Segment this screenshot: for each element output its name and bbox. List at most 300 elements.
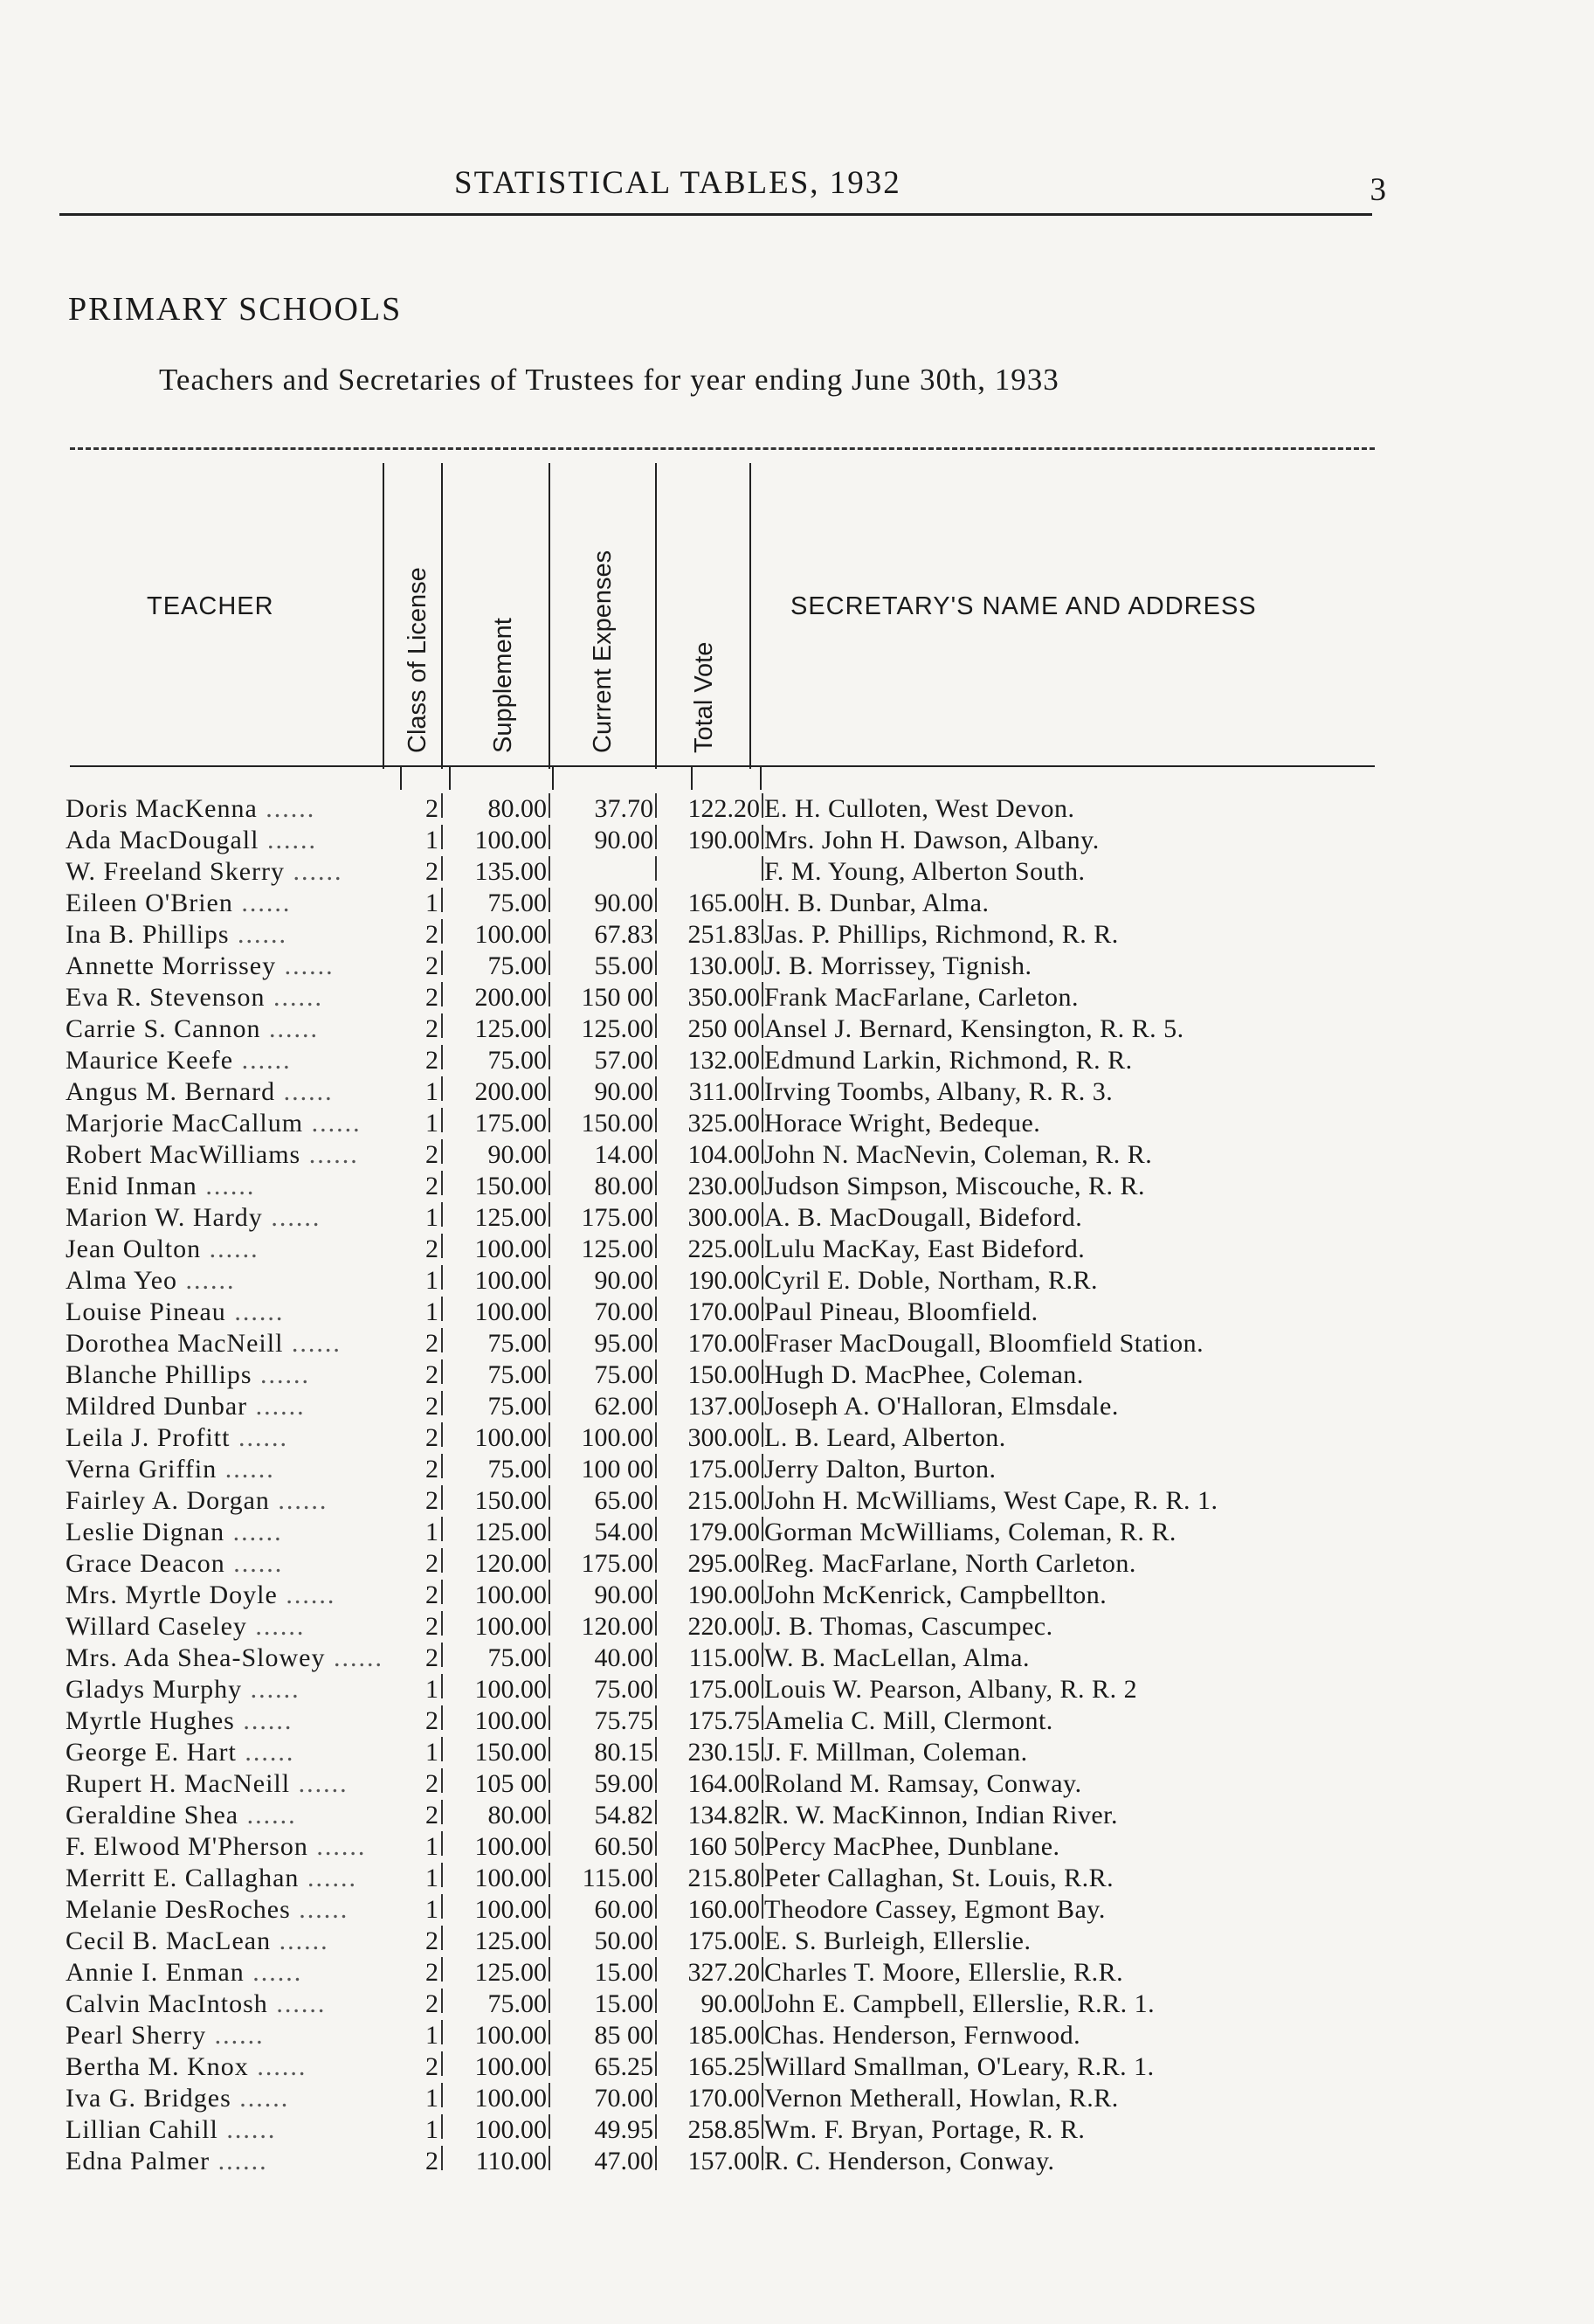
- cell-divider: [762, 1013, 763, 1038]
- leader-dots: ......: [276, 951, 335, 980]
- leader-dots: ......: [262, 1203, 321, 1232]
- current-expenses-cell: 47.00: [594, 2147, 653, 2175]
- supplement-cell: 150.00: [474, 1738, 547, 1767]
- secretary-cell: Jas. P. Phillips, Richmond, R. R.: [764, 920, 1119, 949]
- secretary-cell: J. B. Thomas, Cascumpec.: [764, 1612, 1053, 1641]
- teacher-cell: [66, 1643, 383, 1674]
- secretary-cell: Vernon Metherall, Howlan, R.R.: [764, 2084, 1119, 2113]
- secretary-cell: Wm. F. Bryan, Portage, R. R.: [764, 2115, 1086, 2144]
- table-row: [0, 951, 1594, 982]
- current-expenses-cell: 125.00: [581, 1235, 653, 1263]
- cell-divider: [762, 1139, 763, 1164]
- class-of-license-cell: 1: [425, 1518, 438, 1546]
- table-row: [0, 1171, 1594, 1202]
- teacher-cell: [66, 1957, 380, 1989]
- current-expenses-cell: 120.00: [581, 1612, 653, 1641]
- column-tick: [400, 765, 402, 790]
- class-of-license-cell: 2: [425, 857, 438, 886]
- teacher-cell: [66, 1108, 380, 1139]
- current-expenses-cell: 55.00: [594, 951, 653, 980]
- secretary-cell: Reg. MacFarlane, North Carleton.: [764, 1549, 1136, 1578]
- leader-dots: ......: [290, 1769, 348, 1798]
- table-row: [0, 2146, 1594, 2177]
- table-row: [0, 1611, 1594, 1643]
- supplement-cell: 125.00: [474, 1518, 547, 1546]
- leader-dots: ......: [233, 1046, 292, 1075]
- total-vote-cell: 190.00: [687, 826, 760, 854]
- table-row: [0, 1580, 1594, 1611]
- secretary-cell: W. B. MacLellan, Alma.: [764, 1643, 1030, 1672]
- current-expenses-cell: 75.00: [594, 1675, 653, 1704]
- total-vote-cell: 90.00: [700, 1989, 760, 2018]
- teacher-cell: [66, 1863, 380, 1894]
- current-expenses-cell: 80.15: [594, 1738, 653, 1767]
- cell-divider: [655, 856, 657, 881]
- total-vote-cell: 185.00: [687, 2021, 760, 2050]
- teacher-name: Willard Caseley: [66, 1612, 247, 1641]
- leader-dots: ......: [247, 1392, 306, 1421]
- class-of-license-cell: 2: [425, 1706, 438, 1735]
- total-vote-cell: 165.25: [687, 2052, 760, 2081]
- teacher-cell: [66, 1831, 380, 1863]
- class-of-license-cell: 2: [425, 1989, 438, 2018]
- current-expenses-cell: 175.00: [581, 1203, 653, 1232]
- page-number: 3: [1370, 172, 1386, 208]
- cell-divider: [549, 856, 550, 881]
- total-vote-cell: 160 50: [687, 1832, 760, 1861]
- total-vote-cell: 179.00: [687, 1518, 760, 1546]
- supplement-cell: 100.00: [474, 1266, 547, 1295]
- total-vote-cell: 220.00: [687, 1612, 760, 1641]
- current-expenses-cell: 90.00: [594, 1580, 653, 1609]
- supplement-cell: 100.00: [474, 1895, 547, 1924]
- teacher-name: Annie I. Enman: [66, 1958, 245, 1987]
- leader-dots: ......: [271, 1926, 329, 1955]
- teacher-name: Lillian Cahill: [66, 2115, 218, 2144]
- teacher-cell: [66, 1485, 380, 1517]
- column-divider: [749, 463, 751, 769]
- supplement-cell: 105 00: [474, 1769, 547, 1798]
- current-expenses-cell: 90.00: [594, 1266, 653, 1295]
- class-of-license-cell: 1: [425, 1203, 438, 1232]
- cell-divider: [762, 1454, 763, 1478]
- supplement-cell: 150.00: [474, 1486, 547, 1515]
- table-row: [0, 1265, 1594, 1297]
- teacher-name: Robert MacWilliams: [66, 1140, 301, 1169]
- class-of-license-cell: 2: [425, 920, 438, 949]
- column-divider: [441, 463, 443, 769]
- teacher-cell: [66, 825, 380, 856]
- cell-divider: [762, 1768, 763, 1793]
- class-of-license-cell: 1: [425, 1864, 438, 1892]
- table-subtitle: Teachers and Secretaries of Trustees for year ending June 30th, 1933: [159, 363, 1059, 397]
- total-vote-cell: 175.00: [687, 1926, 760, 1955]
- supplement-cell: 125.00: [474, 1203, 547, 1232]
- teacher-name: Rupert H. MacNeill: [66, 1769, 291, 1798]
- class-of-license-cell: 1: [425, 1266, 438, 1295]
- class-of-license-cell: 2: [425, 1235, 438, 1263]
- secretary-cell: John N. MacNevin, Coleman, R. R.: [764, 1140, 1153, 1169]
- table-row: [0, 1768, 1594, 1800]
- teacher-cell: [66, 1422, 380, 1454]
- current-expenses-cell: 54.00: [594, 1518, 653, 1546]
- secretary-cell: Ansel J. Bernard, Kensington, R. R. 5.: [764, 1014, 1184, 1043]
- cell-divider: [762, 919, 763, 944]
- supplement-cell: 100.00: [474, 920, 547, 949]
- total-vote-cell: 295.00: [687, 1549, 760, 1578]
- current-expenses-cell: 65.25: [594, 2052, 653, 2081]
- class-of-license-cell: 2: [425, 1580, 438, 1609]
- column-tick: [691, 765, 693, 790]
- class-of-license-cell: 1: [425, 826, 438, 854]
- class-of-license-cell: 2: [425, 1423, 438, 1452]
- supplement-cell: 75.00: [487, 1643, 547, 1672]
- current-expenses-cell: 115.00: [582, 1864, 653, 1892]
- cell-divider: [762, 1234, 763, 1258]
- table-row: [0, 1234, 1594, 1265]
- class-of-license-cell: 2: [425, 1612, 438, 1641]
- supplement-cell: 100.00: [474, 1864, 547, 1892]
- secretary-cell: Irving Toombs, Albany, R. R. 3.: [764, 1077, 1114, 1106]
- teacher-cell: [66, 2114, 380, 2146]
- leader-dots: ......: [225, 1297, 285, 1326]
- teacher-name: Bertha M. Knox: [66, 2052, 249, 2081]
- teacher-cell: [66, 1359, 380, 1391]
- table-header-rule: [70, 765, 1375, 767]
- table-row: [0, 793, 1594, 825]
- total-vote-cell: 215.00: [687, 1486, 760, 1515]
- table-row: [0, 2083, 1594, 2114]
- column-header-supplement: Supplement: [489, 618, 517, 753]
- secretary-cell: R. W. MacKinnon, Indian River.: [764, 1801, 1118, 1829]
- column-header-secretary: SECRETARY'S NAME AND ADDRESS: [790, 592, 1257, 620]
- secretary-cell: F. M. Young, Alberton South.: [764, 857, 1086, 886]
- leader-dots: ......: [201, 1235, 259, 1263]
- leader-dots: ......: [242, 1675, 300, 1704]
- teacher-cell: [66, 1234, 380, 1265]
- secretary-cell: Edmund Larkin, Richmond, R. R.: [764, 1046, 1133, 1075]
- class-of-license-cell: 2: [425, 1360, 438, 1389]
- current-expenses-cell: 49.95: [594, 2115, 653, 2144]
- supplement-cell: 80.00: [487, 794, 547, 823]
- total-vote-cell: 215.80: [687, 1864, 760, 1892]
- class-of-license-cell: 1: [425, 1895, 438, 1924]
- teacher-name: Eileen O'Brien: [66, 889, 233, 917]
- leader-dots: ......: [248, 2052, 307, 2081]
- teacher-name: Alma Yeo: [66, 1266, 178, 1295]
- supplement-cell: 200.00: [474, 983, 547, 1012]
- current-expenses-cell: 125.00: [581, 1014, 653, 1043]
- table-row: [0, 1957, 1594, 1989]
- supplement-cell: 125.00: [474, 1958, 547, 1987]
- current-expenses-cell: 15.00: [594, 1958, 653, 1987]
- total-vote-cell: 190.00: [687, 1266, 760, 1295]
- teacher-name: Calvin MacIntosh: [66, 1989, 268, 2018]
- table-row: [0, 1202, 1594, 1234]
- secretary-cell: Horace Wright, Bedeque.: [764, 1109, 1041, 1138]
- supplement-cell: 100.00: [474, 1612, 547, 1641]
- total-vote-cell: 122.20: [687, 794, 760, 823]
- table-row: [0, 1643, 1594, 1674]
- table-row: [0, 2051, 1594, 2083]
- secretary-cell: A. B. MacDougall, Bideford.: [764, 1203, 1083, 1232]
- teacher-cell: [66, 1705, 380, 1737]
- class-of-license-cell: 2: [425, 1643, 438, 1672]
- page-header-title: STATISTICAL TABLES, 1932: [454, 165, 901, 201]
- supplement-cell: 80.00: [487, 1801, 547, 1829]
- current-expenses-cell: 15.00: [594, 1989, 653, 2018]
- teacher-name: Merritt E. Callaghan: [66, 1864, 300, 1892]
- teacher-name: Iva G. Bridges: [66, 2084, 231, 2113]
- teacher-name: Annette Morrissey: [66, 951, 277, 980]
- supplement-cell: 125.00: [474, 1926, 547, 1955]
- current-expenses-cell: 85 00: [594, 2021, 653, 2050]
- leader-dots: ......: [269, 1486, 328, 1515]
- leader-dots: ......: [246, 1612, 306, 1641]
- total-vote-cell: 175.75: [687, 1706, 760, 1735]
- teacher-cell: [66, 1139, 380, 1171]
- current-expenses-cell: 70.00: [594, 2084, 653, 2113]
- teacher-name: Maurice Keefe: [66, 1046, 234, 1075]
- secretary-cell: H. B. Dunbar, Alma.: [764, 889, 990, 917]
- cell-divider: [762, 1391, 763, 1415]
- table-row: [0, 1737, 1594, 1768]
- teacher-name: Leila J. Profitt: [66, 1423, 231, 1452]
- class-of-license-cell: 2: [425, 1172, 438, 1200]
- cell-divider: [762, 2020, 763, 2044]
- teacher-name: Mrs. Ada Shea-Slowey: [66, 1643, 326, 1672]
- teacher-name: Grace Deacon: [66, 1549, 225, 1578]
- leader-dots: ......: [257, 794, 316, 823]
- class-of-license-cell: 2: [425, 794, 438, 823]
- cell-divider: [762, 1328, 763, 1352]
- leader-dots: ......: [234, 1706, 293, 1735]
- secretary-cell: John E. Campbell, Ellerslie, R.R. 1.: [764, 1989, 1156, 2018]
- cell-divider: [762, 1076, 763, 1101]
- teacher-cell: [66, 1580, 380, 1611]
- leader-dots: ......: [260, 1014, 319, 1043]
- supplement-cell: 75.00: [487, 1360, 547, 1389]
- secretary-cell: Charles T. Moore, Ellerslie, R.R.: [764, 1958, 1124, 1987]
- table-row: [0, 2114, 1594, 2146]
- teacher-table-body: [0, 793, 1594, 2177]
- teacher-name: Pearl Sherry: [66, 2021, 207, 2050]
- total-vote-cell: 165.00: [687, 889, 760, 917]
- table-row: [0, 1485, 1594, 1517]
- leader-dots: ......: [259, 826, 317, 854]
- current-expenses-cell: 60.00: [594, 1895, 653, 1924]
- table-row: [0, 1422, 1594, 1454]
- cell-divider: [762, 1674, 763, 1698]
- secretary-cell: R. C. Henderson, Conway.: [764, 2147, 1055, 2175]
- current-expenses-cell: 14.00: [594, 1140, 653, 1169]
- teacher-cell: [66, 793, 380, 825]
- cell-divider: [762, 1202, 763, 1227]
- class-of-license-cell: 2: [425, 1801, 438, 1829]
- supplement-cell: 75.00: [487, 1392, 547, 1421]
- supplement-cell: 90.00: [487, 1140, 547, 1169]
- teacher-cell: [66, 2083, 380, 2114]
- cell-divider: [762, 1957, 763, 1982]
- supplement-cell: 100.00: [474, 2084, 547, 2113]
- cell-divider: [762, 1611, 763, 1636]
- header-rule: [59, 213, 1372, 216]
- teacher-cell: [66, 1894, 380, 1926]
- column-divider: [383, 463, 384, 769]
- secretary-cell: Hugh D. MacPhee, Coleman.: [764, 1360, 1084, 1389]
- current-expenses-cell: 95.00: [594, 1329, 653, 1358]
- total-vote-cell: 251.83: [687, 920, 760, 949]
- supplement-cell: 75.00: [487, 1329, 547, 1358]
- secretary-cell: Percy MacPhee, Dunblane.: [764, 1832, 1060, 1861]
- teacher-cell: [66, 1454, 380, 1485]
- column-header-class-of-license: Class of License: [404, 567, 431, 753]
- table-row: [0, 1328, 1594, 1359]
- cell-divider: [762, 1831, 763, 1856]
- table-row: [0, 1139, 1594, 1171]
- current-expenses-cell: 67.83: [594, 920, 653, 949]
- table-row: [0, 856, 1594, 888]
- teacher-cell: [66, 1611, 380, 1643]
- secretary-cell: Jerry Dalton, Burton.: [764, 1455, 997, 1484]
- secretary-cell: Joseph A. O'Halloran, Elmsdale.: [764, 1392, 1119, 1421]
- secretary-cell: John H. McWilliams, West Cape, R. R. 1.: [764, 1486, 1218, 1515]
- teacher-cell: [66, 1076, 380, 1108]
- secretary-cell: Gorman McWilliams, Coleman, R. R.: [764, 1518, 1177, 1546]
- supplement-cell: 100.00: [474, 2115, 547, 2144]
- total-vote-cell: 175.00: [687, 1455, 760, 1484]
- secretary-cell: Amelia C. Mill, Clermont.: [764, 1706, 1053, 1735]
- total-vote-cell: 230.15: [687, 1738, 760, 1767]
- leader-dots: ......: [231, 2084, 290, 2113]
- teacher-name: Jean Oulton: [66, 1235, 202, 1263]
- table-row: [0, 1800, 1594, 1831]
- table-top-rule: [70, 447, 1375, 450]
- teacher-cell: [66, 951, 380, 982]
- supplement-cell: 100.00: [474, 826, 547, 854]
- cell-divider: [762, 1171, 763, 1195]
- table-row: [0, 1391, 1594, 1422]
- class-of-license-cell: 2: [425, 1769, 438, 1798]
- total-vote-cell: 300.00: [687, 1423, 760, 1452]
- leader-dots: ......: [206, 2021, 265, 2050]
- column-tick: [760, 765, 762, 790]
- supplement-cell: 100.00: [474, 1580, 547, 1609]
- class-of-license-cell: 1: [425, 2021, 438, 2050]
- teacher-name: Myrtle Hughes: [66, 1706, 235, 1735]
- cell-divider: [762, 1422, 763, 1447]
- secretary-cell: Louis W. Pearson, Albany, R. R. 2: [764, 1675, 1138, 1704]
- secretary-cell: J. B. Morrissey, Tignish.: [764, 951, 1032, 980]
- current-expenses-cell: 65.00: [594, 1486, 653, 1515]
- total-vote-cell: 157.00: [687, 2147, 760, 2175]
- teacher-name: F. Elwood M'Pherson: [66, 1832, 308, 1861]
- table-row: [0, 1926, 1594, 1957]
- teacher-name: Cecil B. MacLean: [66, 1926, 272, 1955]
- leader-dots: ......: [285, 857, 343, 886]
- supplement-cell: 175.00: [474, 1109, 547, 1138]
- supplement-cell: 100.00: [474, 1423, 547, 1452]
- teacher-name: Dorothea MacNeill: [66, 1329, 284, 1358]
- total-vote-cell: 150.00: [687, 1360, 760, 1389]
- teacher-name: Carrie S. Cannon: [66, 1014, 261, 1043]
- table-row: [0, 1831, 1594, 1863]
- total-vote-cell: 134.82: [687, 1801, 760, 1829]
- teacher-cell: [66, 919, 380, 951]
- class-of-license-cell: 2: [425, 1486, 438, 1515]
- teacher-name: Mildred Dunbar: [66, 1392, 248, 1421]
- column-header-total-vote: Total Vote: [690, 641, 718, 753]
- teacher-cell: [66, 888, 380, 919]
- teacher-cell: [66, 982, 380, 1013]
- teacher-name: Fairley A. Dorgan: [66, 1486, 270, 1515]
- class-of-license-cell: 2: [425, 2052, 438, 2081]
- leader-dots: ......: [265, 983, 323, 1012]
- total-vote-cell: 164.00: [687, 1769, 760, 1798]
- teacher-name: W. Freeland Skerry: [66, 857, 285, 886]
- table-row: [0, 1045, 1594, 1076]
- total-vote-cell: 190.00: [687, 1580, 760, 1609]
- teacher-cell: [66, 1989, 380, 2020]
- cell-divider: [762, 1517, 763, 1541]
- teacher-name: Angus M. Bernard: [66, 1077, 276, 1106]
- class-of-license-cell: 1: [425, 1832, 438, 1861]
- teacher-name: George E. Hart: [66, 1738, 237, 1767]
- total-vote-cell: 325.00: [687, 1109, 760, 1138]
- leader-dots: ......: [238, 1801, 297, 1829]
- secretary-cell: Peter Callaghan, St. Louis, R.R.: [764, 1864, 1114, 1892]
- teacher-name: Ada MacDougall: [66, 826, 259, 854]
- class-of-license-cell: 2: [425, 2147, 438, 2175]
- total-vote-cell: 137.00: [687, 1392, 760, 1421]
- leader-dots: ......: [197, 1172, 256, 1200]
- supplement-cell: 75.00: [487, 1046, 547, 1075]
- leader-dots: ......: [224, 1549, 284, 1578]
- table-row: [0, 1894, 1594, 1926]
- class-of-license-cell: 1: [425, 1738, 438, 1767]
- cell-divider: [762, 1989, 763, 2013]
- teacher-cell: [66, 1171, 380, 1202]
- cell-divider: [762, 982, 763, 1006]
- cell-divider: [762, 1894, 763, 1919]
- table-row: [0, 888, 1594, 919]
- cell-divider: [762, 2146, 763, 2170]
- current-expenses-cell: 50.00: [594, 1926, 653, 1955]
- table-row: [0, 982, 1594, 1013]
- table-row: [0, 1013, 1594, 1045]
- supplement-cell: 75.00: [487, 1455, 547, 1484]
- table-row: [0, 1989, 1594, 2020]
- teacher-name: Blanche Phillips: [66, 1360, 252, 1389]
- class-of-license-cell: 2: [425, 1455, 438, 1484]
- column-tick: [552, 765, 554, 790]
- current-expenses-cell: 37.70: [594, 794, 653, 823]
- current-expenses-cell: 75.00: [594, 1360, 653, 1389]
- teacher-cell: [66, 1517, 380, 1548]
- supplement-cell: 75.00: [487, 1989, 547, 2018]
- leader-dots: ......: [300, 1140, 359, 1169]
- teacher-name: Melanie DesRoches: [66, 1895, 291, 1924]
- supplement-cell: 120.00: [474, 1549, 547, 1578]
- cell-divider: [762, 793, 763, 818]
- total-vote-cell: 160.00: [687, 1895, 760, 1924]
- table-row: [0, 1108, 1594, 1139]
- total-vote-cell: 130.00: [687, 951, 760, 980]
- supplement-cell: 135.00: [474, 857, 547, 886]
- cell-divider: [762, 1265, 763, 1290]
- current-expenses-cell: 57.00: [594, 1046, 653, 1075]
- cell-divider: [762, 1548, 763, 1573]
